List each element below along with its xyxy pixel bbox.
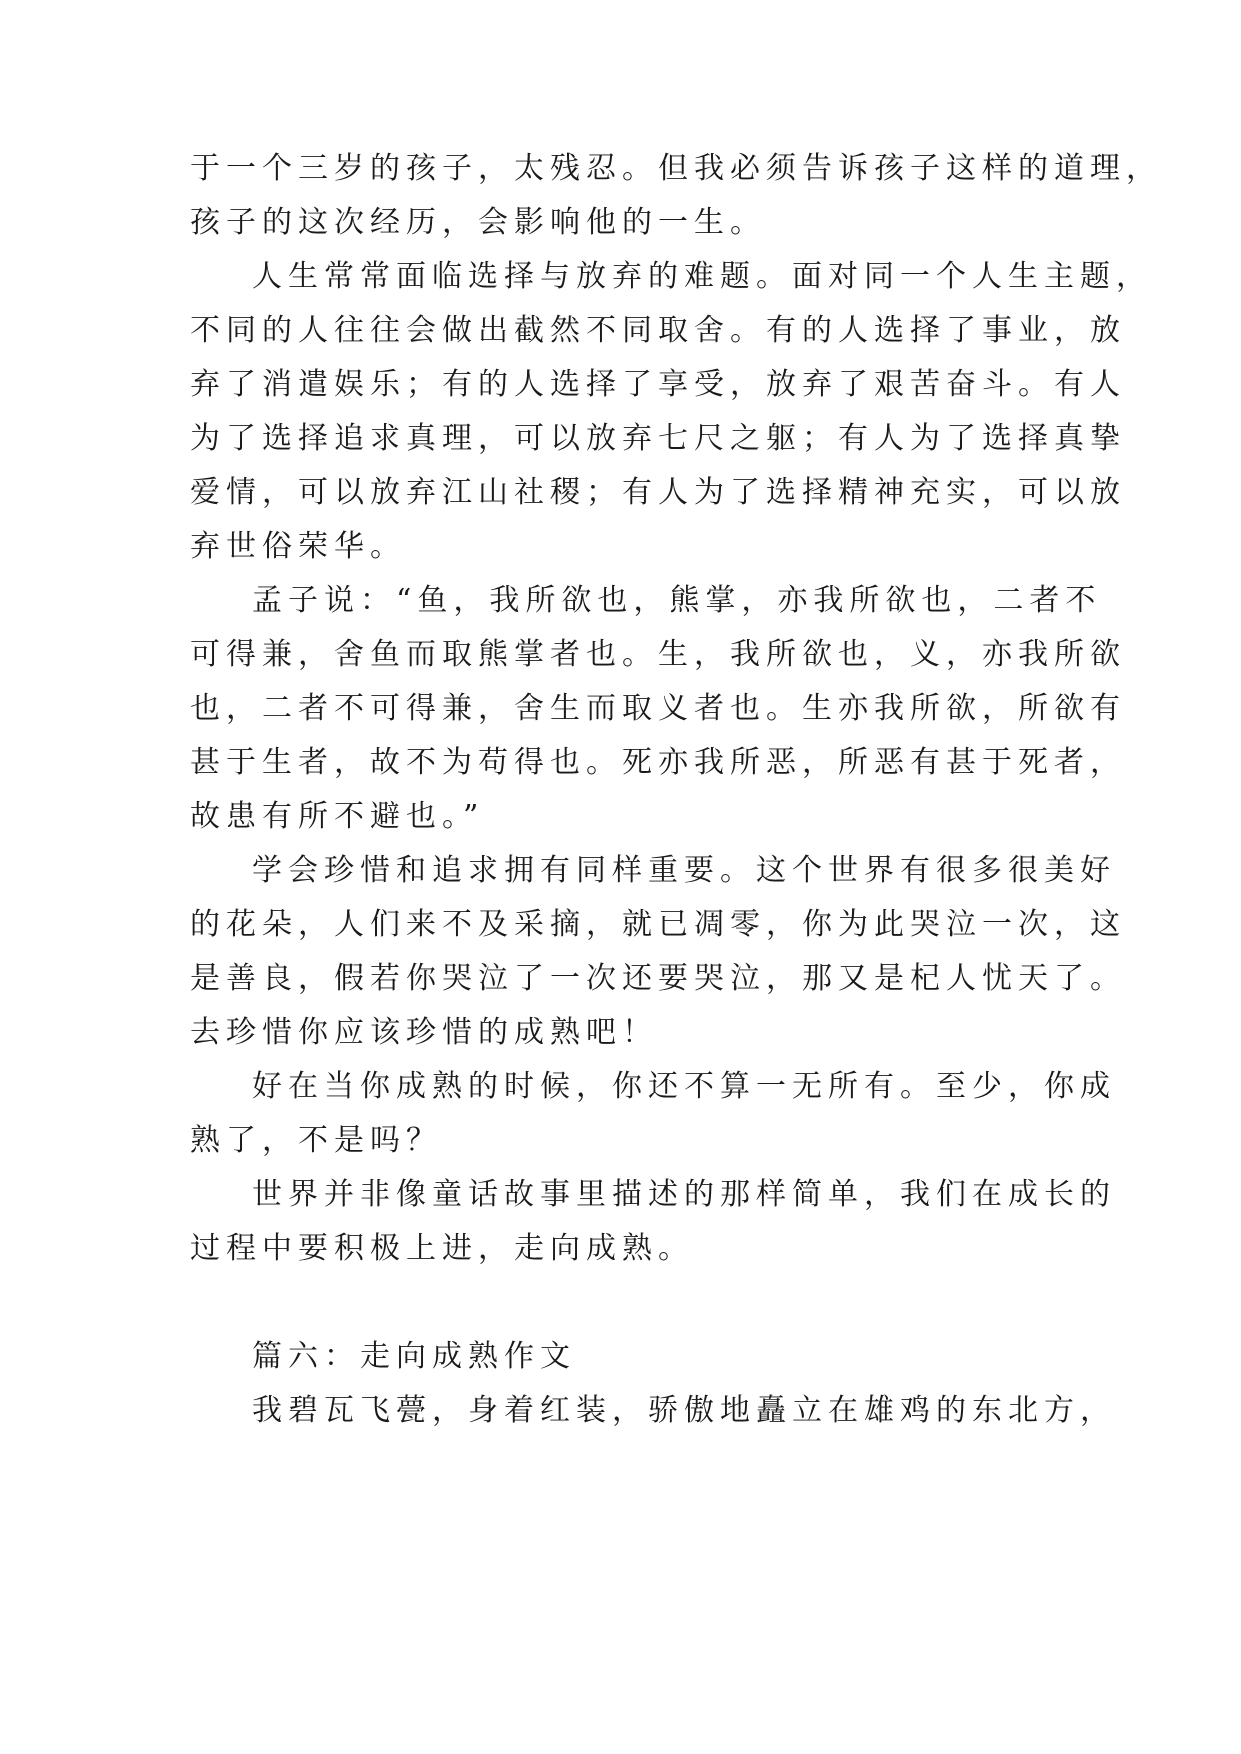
text-line: 孩子的这次经历，会影响他的一生。: [190, 205, 766, 240]
text-line: 故患有所不避也。”: [190, 799, 485, 834]
text-line: 过程中要积极上进，走向成熟。: [190, 1231, 694, 1266]
text-line: 学会珍惜和追求拥有同样重要。这个世界有很多很美好: [252, 853, 1116, 888]
text-line: 人生常常面临选择与放弃的难题。面对同一个人生主题，: [252, 259, 1152, 294]
text-line: 甚于生者，故不为苟得也。死亦我所恶，所恶有甚于死者，: [190, 745, 1126, 780]
text-line: 弃了消遣娱乐；有的人选择了享受，放弃了艰苦奋斗。有人: [190, 367, 1126, 402]
text-line: 熟了，不是吗？: [190, 1123, 442, 1158]
text-line: 世界并非像童话故事里描述的那样简单，我们在成长的: [252, 1177, 1116, 1212]
text-line: 不同的人往往会做出截然不同取舍。有的人选择了事业，放: [190, 313, 1126, 348]
text-line: 弃世俗荣华。: [190, 529, 406, 564]
text-line: 好在当你成熟的时候，你还不算一无所有。至少，你成: [252, 1069, 1116, 1104]
text-line: 是善良，假若你哭泣了一次还要哭泣，那又是杞人忧天了。: [190, 961, 1126, 996]
text-line: 也，二者不可得兼，舍生而取义者也。生亦我所欲，所欲有: [190, 691, 1126, 726]
text-line: 我碧瓦飞甍，身着红装，骄傲地矗立在雄鸡的东北方，: [252, 1393, 1116, 1428]
text-line: 于一个三岁的孩子，太残忍。但我必须告诉孩子这样的道理，: [190, 151, 1162, 186]
text-line: 孟子说：“鱼，我所欲也，熊掌，亦我所欲也，二者不: [252, 583, 1102, 618]
text-line: 爱情，可以放弃江山社稷；有人为了选择精神充实，可以放: [190, 475, 1126, 510]
text-line: 去珍惜你应该珍惜的成熟吧！: [190, 1015, 658, 1050]
section-heading: 篇六：走向成熟作文: [252, 1339, 576, 1374]
text-line: 的花朵，人们来不及采摘，就已凋零，你为此哭泣一次，这: [190, 907, 1126, 942]
text-line: 为了选择追求真理，可以放弃七尺之躯；有人为了选择真挚: [190, 421, 1126, 456]
text-line: 可得兼，舍鱼而取熊掌者也。生，我所欲也，义，亦我所欲: [190, 637, 1126, 672]
